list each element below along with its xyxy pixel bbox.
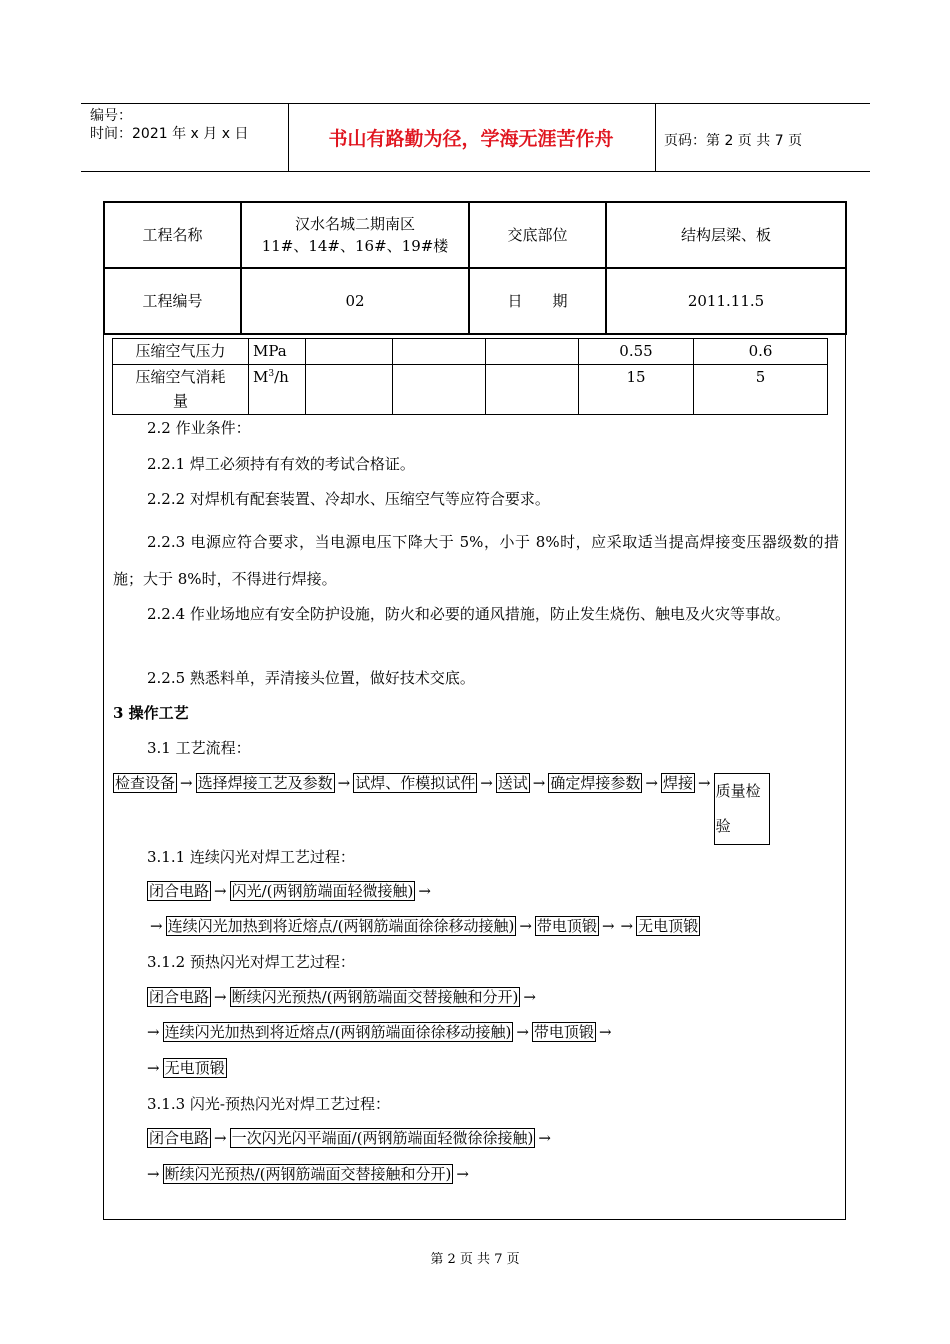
section-3-1-3: 3.1.3 闪光-预热闪光对焊工艺过程： xyxy=(147,1095,391,1113)
section-2-2-3: 2.2.3 电源应符合要求，当电源电压下降大于 5%，小于 8%时，应采取适当提高焊接变压器级数的措施；大于 8%时，不得进行焊接。 xyxy=(113,533,839,588)
header-motto: 书山有路勤为径，学海无涯苦作舟 xyxy=(328,128,614,150)
project-name-value xyxy=(241,202,469,268)
param-cell xyxy=(306,365,393,415)
table-row xyxy=(104,202,846,268)
flow-step: 送试 xyxy=(497,774,528,792)
project-no-value: 02 xyxy=(241,268,469,334)
table-row xyxy=(113,365,828,415)
section-2-2-4: 2.2.4 作业场地应有安全防护设施，防火和必要的通风措施，防止发生烧伤、触电及火灾等事故。 xyxy=(147,605,790,623)
param-name-line2: 量 xyxy=(172,392,188,410)
param-cell: 5 xyxy=(694,365,828,415)
arrow-icon: → xyxy=(214,1129,227,1147)
params-table xyxy=(112,338,828,415)
param-name-line1: 压缩空气消耗 xyxy=(135,368,226,386)
arrow-icon: → xyxy=(601,917,615,935)
arrow-icon: → xyxy=(519,917,532,935)
flow-step: 无电顶锻 xyxy=(164,1059,225,1077)
flow-step: 断续闪光预热/(两钢筋端面交替接触和分开) xyxy=(164,1165,452,1183)
param-cell xyxy=(393,339,486,365)
section-3-1: 3.1 工艺流程： xyxy=(147,739,251,757)
arrow-icon: → xyxy=(337,774,351,792)
flow-step: 带电顶锻 xyxy=(536,917,597,935)
process-flow-311a xyxy=(147,881,434,901)
project-name-label: 工程名称 xyxy=(104,202,241,268)
header-top-rule xyxy=(81,103,870,104)
part-label: 交底部位 xyxy=(469,202,606,268)
arrow-icon: → xyxy=(598,1023,612,1041)
arrow-icon: → xyxy=(418,882,431,900)
arrow-icon: → xyxy=(147,1023,160,1041)
project-info-table xyxy=(103,201,847,335)
arrow-icon: → xyxy=(697,774,711,792)
header-meta xyxy=(90,107,248,143)
param-unit: $M^3/h$ xyxy=(249,365,306,415)
arrow-icon: → xyxy=(516,1023,529,1041)
param-cell xyxy=(486,365,579,415)
arrow-icon: → xyxy=(480,774,493,792)
flow-step: 断续闪光预热/(两钢筋端面交替接触和分开) xyxy=(231,988,519,1006)
arrow-icon: → xyxy=(523,988,536,1006)
flow-step: 带电顶锻 xyxy=(533,1023,594,1041)
section-2-2-2: 2.2.2 对焊机有配套装置、冷却水、压缩空气等应符合要求。 xyxy=(147,490,550,508)
flow-step: 连续闪光加热到将近熔点/(两钢筋端面徐徐移动接触) xyxy=(164,1023,512,1041)
header-divider xyxy=(655,103,656,171)
flow-step: 质量检验 xyxy=(714,773,770,845)
param-cell: 0.55 xyxy=(579,339,694,365)
project-name-line2: 11#、14#、16#、19#楼 xyxy=(261,237,449,255)
flow-step: 闭合电路 xyxy=(149,1129,210,1147)
arrow-icon: → xyxy=(147,1059,160,1077)
part-value: 结构层梁、板 xyxy=(606,202,846,268)
table-row xyxy=(113,339,828,365)
table-row xyxy=(104,268,846,334)
process-flow-311b xyxy=(147,916,700,936)
flow-step: 连续闪光加热到将近熔点/(两钢筋端面徐徐移动接触) xyxy=(167,917,515,935)
flow-step: 无电顶锻 xyxy=(638,917,699,935)
param-name: 压缩空气压力 xyxy=(113,339,249,365)
section-2-2: 2.2 作业条件： xyxy=(147,419,251,437)
flow-step: 试焊、作模拟试件 xyxy=(355,774,476,792)
arrow-icon: → xyxy=(456,1165,469,1183)
process-flow-313a xyxy=(147,1128,554,1148)
arrow-icon: → xyxy=(645,774,658,792)
header-bottom-rule xyxy=(81,171,870,172)
header-page-info: 页码：第 2 页 共 7 页 xyxy=(664,133,803,149)
arrow-icon: → xyxy=(147,1165,160,1183)
flow-step: 闪光/(两钢筋端面轻微接触) xyxy=(231,882,414,900)
section-2-2-1: 2.2.1 焊工必须持有有效的考试合格证。 xyxy=(147,455,415,473)
arrow-icon: → xyxy=(150,917,163,935)
section-3-heading: 3 操作工艺 xyxy=(113,704,189,722)
section-3-1-2: 3.1.2 预热闪光对焊工艺过程： xyxy=(147,953,355,971)
param-cell xyxy=(306,339,393,365)
arrow-icon: → xyxy=(214,882,227,900)
header-time: 时间：2021 年 x 月 x 日 xyxy=(90,126,249,142)
arrow-icon: → xyxy=(532,774,546,792)
header-number: 编号： xyxy=(90,108,132,124)
arrow-icon: → xyxy=(620,917,634,935)
param-cell xyxy=(486,339,579,365)
date-value: 2011.11.5 xyxy=(606,268,846,334)
flow-step: 闭合电路 xyxy=(149,988,210,1006)
arrow-icon: → xyxy=(214,988,227,1006)
project-name-line1: 汉水名城二期南区 xyxy=(294,215,415,233)
flow-step: 一次闪光闪平端面/(两钢筋端面轻微徐徐接触) xyxy=(231,1129,534,1147)
process-flow-312c xyxy=(147,1058,227,1078)
param-name xyxy=(113,365,249,415)
project-no-label: 工程编号 xyxy=(104,268,241,334)
process-flow-312b xyxy=(147,1022,615,1042)
param-unit: MPa xyxy=(249,339,306,365)
param-cell: 15 xyxy=(579,365,694,415)
process-flow-313b xyxy=(147,1164,472,1184)
arrow-icon: → xyxy=(538,1129,551,1147)
flow-step: 确定焊接参数 xyxy=(550,774,641,792)
section-3-1-1: 3.1.1 连续闪光对焊工艺过程： xyxy=(147,848,355,866)
param-cell: 0.6 xyxy=(694,339,828,365)
section-2-2-5: 2.2.5 熟悉料单，弄清接头位置，做好技术交底。 xyxy=(147,669,475,687)
param-cell xyxy=(393,365,486,415)
page-footer: 第 2 页 共 7 页 xyxy=(430,1252,520,1267)
unit-superscript: 3 xyxy=(268,369,275,379)
date-label: 日 期 xyxy=(469,268,606,334)
arrow-icon: → xyxy=(180,774,193,792)
flow-step: 焊接 xyxy=(662,774,693,792)
flow-step: 检查设备 xyxy=(115,774,176,792)
process-flow-main xyxy=(113,773,770,845)
flow-step: 闭合电路 xyxy=(149,882,210,900)
flow-step: 选择焊接工艺及参数 xyxy=(197,774,333,792)
process-flow-312a xyxy=(147,987,539,1007)
